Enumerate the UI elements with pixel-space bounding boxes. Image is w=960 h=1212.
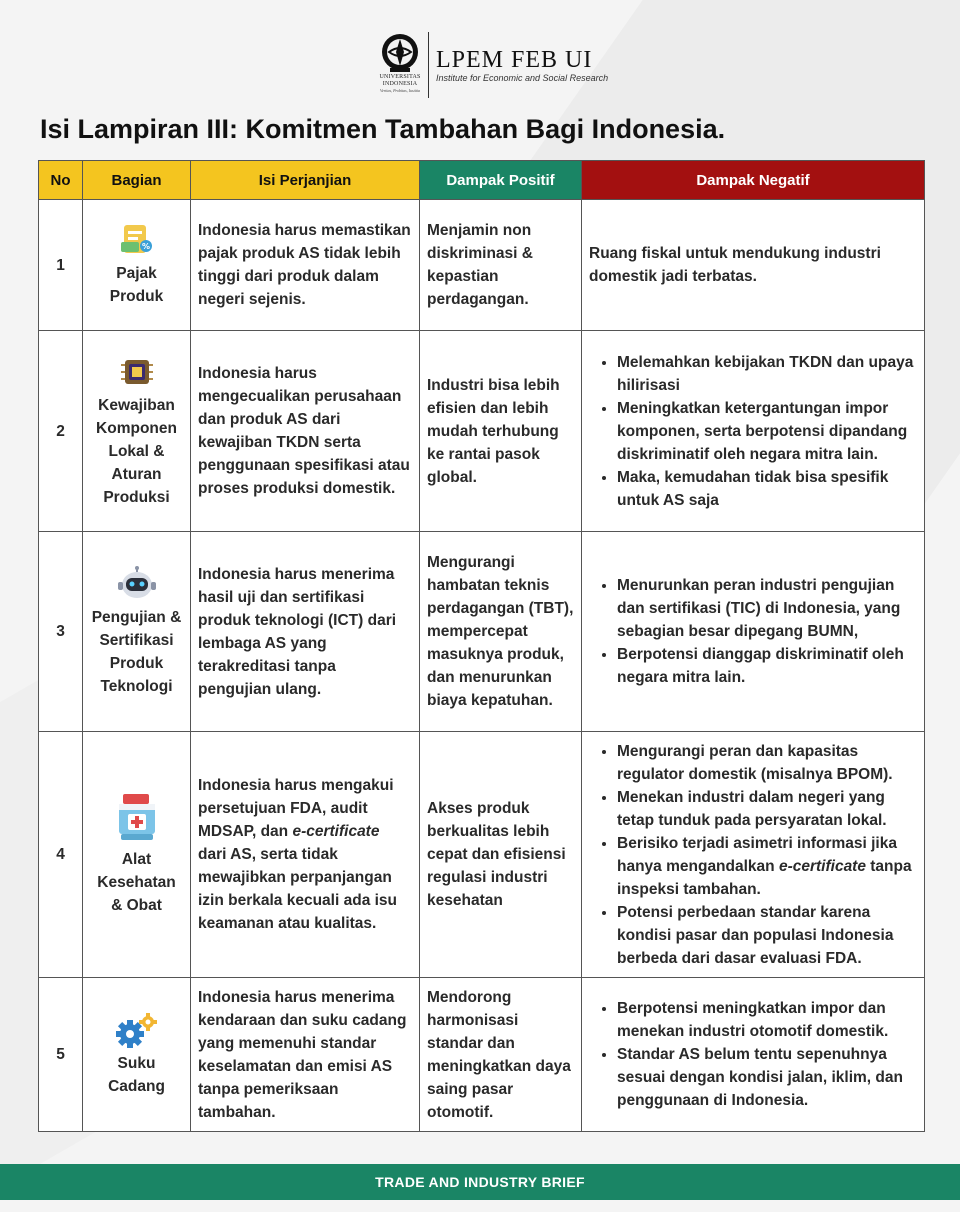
row-number: 3 [39, 532, 83, 732]
table-row [39, 532, 925, 732]
bagian-label: Kewajiban Komponen Lokal & Aturan Produksi [96, 396, 177, 506]
list-item: • Menekan industri dalam negeri yang tetap tunduk pada persyaratan lokal. [617, 786, 917, 832]
commitments-table [38, 160, 925, 1132]
svg-text:%: % [141, 242, 150, 251]
table-row [39, 331, 925, 532]
microchip-icon [119, 354, 155, 390]
dampak-positif-cell: Menjamin non diskriminasi & kepastian perdagangan. [420, 200, 582, 331]
list-item: • Potensi perbedaan standar karena kondisi pasar dan populasi Indonesia berbeda dari dasar evaluasi FDA. [617, 901, 917, 970]
list-item: • Berpotensi meningkatkan impor dan menekan industri otomotif domestik. [617, 997, 917, 1043]
row-bagian [83, 331, 191, 532]
logo-subtitle: Institute for Economic and Social Research [436, 73, 609, 83]
list-item: • Standar AS belum tentu sepenuhnya sesuai dengan kondisi jalan, iklim, dan penggunaan di Indonesia. [617, 1043, 917, 1112]
dampak-positif-cell: Mendorong harmonisasi standar dan meningkatkan daya saing pasar otomotif. [420, 978, 582, 1132]
header-no: No [39, 161, 83, 200]
dampak-negatif-cell [582, 331, 925, 532]
row-bagian [83, 532, 191, 732]
header-dampak-negatif: Dampak Negatif [582, 161, 925, 200]
dampak-negatif-cell [582, 532, 925, 732]
dampak-negatif-cell [582, 978, 925, 1132]
logo-title: LPEM FEB UI [436, 47, 593, 73]
robot-icon [115, 566, 159, 602]
lpem-logo [376, 30, 608, 100]
dampak-positif-cell: Akses produk berkualitas lebih cepat dan efisiensi regulasi industri kesehatan [420, 732, 582, 978]
university-motto: Veritas, Probitas, Iustitia [379, 88, 421, 93]
isi-perjanjian-cell [191, 732, 420, 978]
header-bagian: Bagian [83, 161, 191, 200]
header-isi-perjanjian: Isi Perjanjian [191, 161, 420, 200]
negatif-emphasis: e-certificate [778, 857, 866, 875]
table-row [39, 978, 925, 1132]
dampak-negatif-cell [582, 732, 925, 978]
isi-perjanjian-cell: Indonesia harus mengecualikan perusahaan dan produk AS dari kewajiban TKDN serta penggunaan spesifikasi atau proses produksi domestik. [191, 331, 420, 532]
university-name: UNIVERSITAS INDONESIA [379, 74, 421, 87]
row-number: 5 [39, 978, 83, 1132]
dampak-negatif-text: Ruang fiskal untuk mendukung industri domestik jadi terbatas. [589, 245, 881, 285]
header-dampak-positif: Dampak Positif [420, 161, 582, 200]
bagian-label: Suku Cadang [108, 1054, 165, 1095]
table-row [39, 732, 925, 978]
footer-bar: TRADE AND INDUSTRY BRIEF [0, 1164, 960, 1200]
isi-text: Indonesia harus mengakui persetujuan FDA, audit MDSAP, dan [198, 777, 394, 840]
isi-perjanjian-cell: Indonesia harus menerima hasil uji dan sertifikasi produk teknologi (ICT) dari lembaga AS yang terakreditasi tanpa pengujian ulang. [191, 532, 420, 732]
dampak-negatif-cell [582, 200, 925, 331]
list-item [617, 832, 917, 901]
makara-icon [380, 32, 420, 74]
row-number: 2 [39, 331, 83, 532]
list-item: • Melemahkan kebijakan TKDN dan upaya hilirisasi [617, 351, 917, 397]
list-item: • Berpotensi dianggap diskriminatif oleh negara mitra lain. [617, 643, 917, 689]
isi-perjanjian-cell: Indonesia harus menerima kendaraan dan suku cadang yang memenuhi standar keselamatan dan emisi AS tanpa pemeriksaan tambahan. [191, 978, 420, 1132]
ui-emblem [376, 32, 424, 98]
bagian-label: Pajak Produk [109, 265, 164, 305]
bagian-label: Alat Kesehatan & Obat [97, 851, 176, 914]
row-bagian [83, 200, 191, 331]
row-number: 4 [39, 732, 83, 978]
first-aid-kit-icon [115, 792, 159, 844]
isi-emphasis: e-certificate [292, 823, 380, 840]
list-item: • Meningkatkan ketergantungan impor komponen, serta berpotensi dipandang diskriminatif oleh negara mitra lain. [617, 397, 917, 466]
negatif-text: tanpa inspeksi tambahan. [617, 857, 912, 898]
gears-icon [114, 1012, 160, 1048]
tax-receipt-icon [118, 222, 156, 258]
row-number: 1 [39, 200, 83, 331]
negatif-text: Berisiko terjadi asimetri informasi jika hanya mengandalkan [617, 834, 897, 875]
dampak-positif-cell: Industri bisa lebih efisien dan lebih mudah terhubung ke rantai pasok global. [420, 331, 582, 532]
table-row [39, 200, 925, 331]
bagian-label: Pengujian & Sertifikasi Produk Teknologi [91, 608, 182, 695]
row-bagian [83, 978, 191, 1132]
list-item: • Mengurangi peran dan kapasitas regulator domestik (misalnya BPOM). [617, 740, 917, 786]
row-bagian [83, 732, 191, 978]
isi-text: dari AS, serta tidak mewajibkan perpanjangan izin berkala kecuali ada isu keamanan atau kualitas. [198, 846, 398, 932]
list-item: • Menurunkan peran industri pengujian dan sertifikasi (TIC) di Indonesia, yang sebagian besar dipegang BUMN, [617, 574, 917, 643]
logo-divider [428, 32, 429, 98]
page-title: Isi Lampiran III: Komitmen Tambahan Bagi Indonesia. [40, 114, 726, 144]
isi-perjanjian-cell: Indonesia harus memastikan pajak produk AS tidak lebih tinggi dari produk dalam negeri sejenis. [191, 200, 420, 331]
list-item: • Maka, kemudahan tidak bisa spesifik untuk AS saja [617, 466, 917, 512]
table-header-row [39, 161, 925, 200]
dampak-positif-cell: Mengurangi hambatan teknis perdagangan (TBT), mempercepat masuknya produk, dan menurunkan biaya kepatuhan. [420, 532, 582, 732]
